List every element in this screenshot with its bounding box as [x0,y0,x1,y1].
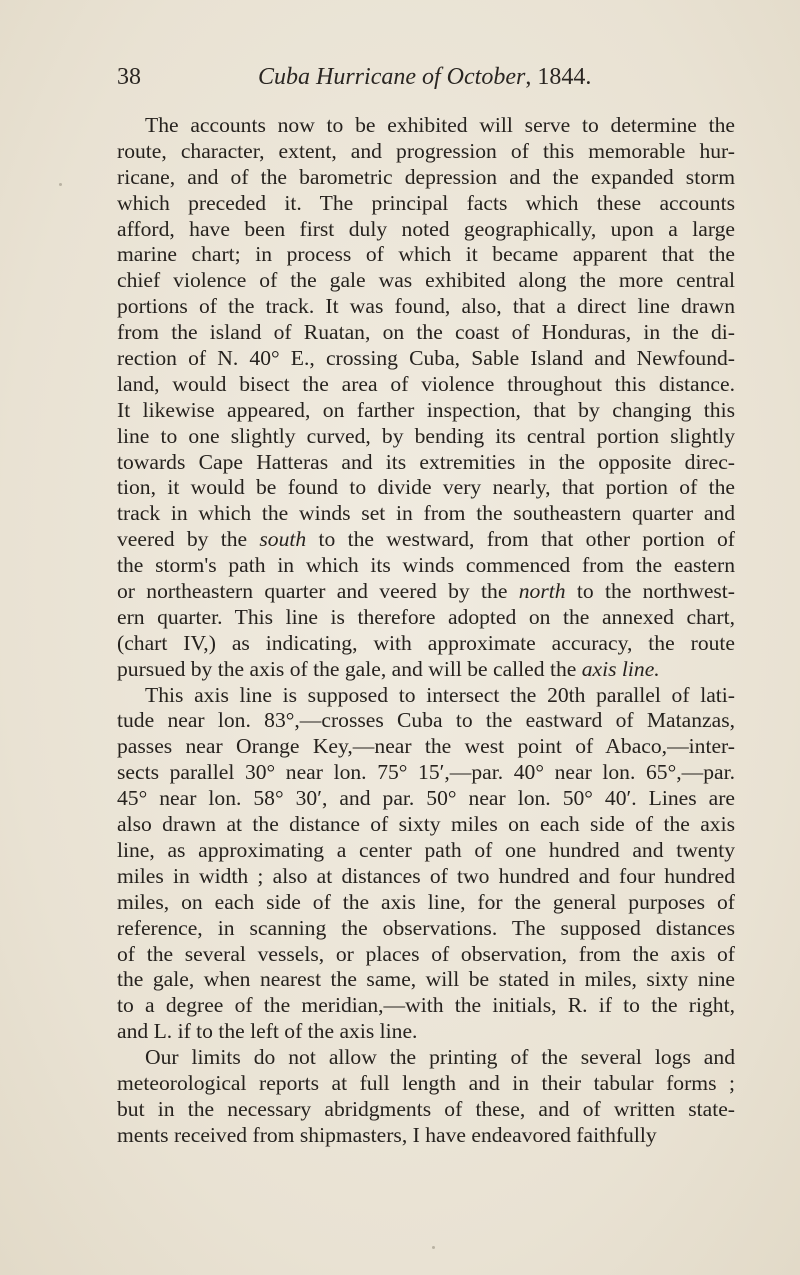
text-line: chief violence of the gale was exhibited along the more central [117,268,735,293]
text-line: ments received from shipmasters, I have endeavored faithfully [117,1122,657,1147]
text-line: and L. if to the left of the axis line. [117,1019,418,1044]
paper-fleck [432,1246,435,1249]
text-line: of the several vessels, or places of observation, from the axis of [117,941,735,966]
text-line: the gale, when nearest the same, will be stated in miles, sixty nine [117,967,735,992]
page-number: 38 [117,64,141,90]
text-line: but in the necessary abridgments of these, and of written state- [117,1096,735,1121]
title-part-2: October [440,64,526,90]
text-line: or northeastern quarter and veered by the north to the northwest- [117,579,735,604]
text-line: The accounts now to be exhibited will serve to determine the [145,113,735,137]
text-line: pursued by the axis of the gale, and will be called the axis line. [117,656,660,681]
running-title [258,64,591,91]
text-line: This axis line is supposed to intersect the 20th parallel of lati- [145,682,735,707]
text-line: meteorological reports at full length and in their tabular forms ; [117,1070,735,1095]
title-of: of [422,64,441,90]
text-line: passes near Orange Key,—near the west point of Abaco,—inter- [117,734,735,759]
text-line: line, as approximating a center path of one hundred and twenty [117,837,735,862]
text-line: miles, on each side of the axis line, for the general purposes of [117,889,735,914]
text-line: Our limits do not allow the printing of the several logs and [145,1045,735,1070]
text-line: to a degree of the meridian,—with the initials, R. if to the right, [117,993,735,1018]
text-line: afford, have been first duly noted geographically, upon a large [117,216,735,241]
text-line: track in which the winds set in from the southeastern quarter and [117,501,735,526]
paper-fleck [59,183,62,186]
text-line: tion, it would be found to divide very nearly, that portion of the [117,475,735,500]
text-line: line to one slightly curved, by bending its central portion slightly [117,423,735,448]
title-year: 1844. [537,64,592,90]
text-line: (chart IV,) as indicating, with approximate accuracy, the route [117,630,735,655]
body-text [117,113,735,1149]
text-line: route, character, extent, and progression of this memorable hur- [117,138,735,163]
running-header [117,64,677,104]
text-line: which preceded it. The principal facts which these accounts [117,190,735,215]
text-line: the storm's path in which its winds commenced from the eastern [117,553,735,578]
text-line: tude near lon. 83°,—crosses Cuba to the eastward of Matanzas, [117,708,735,733]
text-line: also drawn at the distance of sixty miles on each side of the axis [117,812,735,837]
text-line: sects parallel 30° near lon. 75° 15′,—par. 40° near lon. 65°,—par. [117,760,735,785]
text-line: 45° near lon. 58° 30′, and par. 50° near lon. 50° 40′. Lines are [117,786,735,811]
text-line: miles in width ; also at distances of two hundred and four hundred [117,863,735,888]
text-line: veered by the south to the westward, from that other portion of [117,527,735,552]
text-line: ern quarter. This line is therefore adopted on the annexed chart, [117,604,735,629]
text-line: land, would bisect the area of violence throughout this distance. [117,371,735,396]
text-line: reference, in scanning the observations. The supposed distances [117,915,735,940]
text-line: marine chart; in process of which it became apparent that the [117,242,735,267]
text-line: from the island of Ruatan, on the coast of Honduras, in the di- [117,320,735,345]
text-line: rection of N. 40° E., crossing Cuba, Sable Island and Newfound- [117,346,735,371]
title-comma: , [525,64,538,90]
text-line: portions of the track. It was found, also, that a direct line drawn [117,294,735,319]
text-line: It likewise appeared, on farther inspection, that by changing this [117,397,735,422]
text-line: ricane, and of the barometric depression and the expanded storm [117,164,735,189]
text-line: towards Cape Hatteras and its extremities in the opposite direc- [117,449,735,474]
title-part-1: Cuba Hurricane [258,64,422,90]
